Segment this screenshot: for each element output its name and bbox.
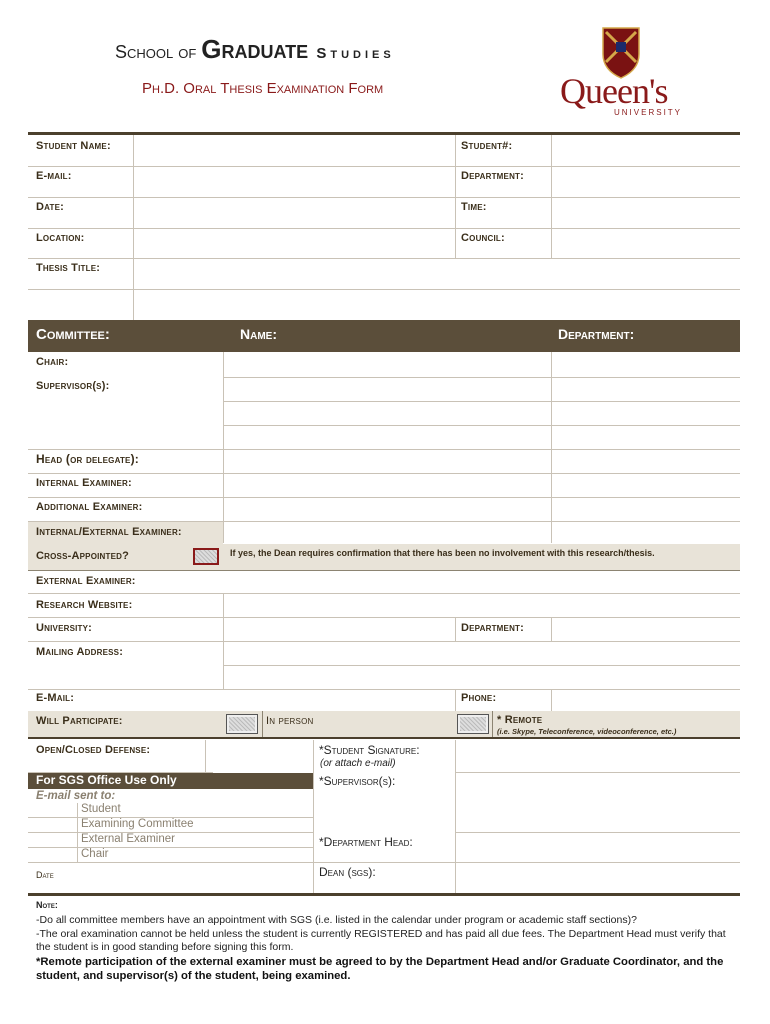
supervisor-signature-label: *Supervisor(s): — [319, 774, 396, 788]
logo-wordmark: Queen's — [560, 71, 668, 111]
student-name-label: Student Name: — [36, 140, 111, 152]
department-label: Department: — [461, 170, 524, 182]
sgs-item-chair: Chair — [81, 848, 109, 860]
bottom-rule — [28, 893, 740, 896]
top-rule — [28, 132, 740, 135]
additional-examiner-label: Additional Examiner: — [36, 501, 143, 513]
ext-email-field[interactable] — [224, 690, 454, 711]
department-column-heading: Department: — [558, 326, 635, 342]
supervisor-name-field[interactable] — [224, 378, 550, 401]
phone-label: Phone: — [461, 692, 497, 704]
dept-head-signature-label: *Department Head: — [319, 835, 413, 849]
queens-university-logo — [556, 24, 686, 129]
will-participate-label: Will Participate: — [36, 715, 123, 727]
open-closed-field[interactable] — [206, 741, 312, 772]
dept-head-signature-field[interactable] — [456, 833, 739, 862]
remote-checkbox[interactable] — [457, 714, 489, 734]
phone-field[interactable] — [552, 690, 739, 711]
department-field[interactable] — [552, 167, 739, 197]
mailing-address-label: Mailing Address: — [36, 646, 124, 658]
note-line-2: -The oral examination cannot be held unless the student is currently REGISTERED and has paid all due fees. The Department Head must verify that the student is in good standing before signing this form. — [36, 928, 726, 953]
open-closed-label: Open/Closed Defense: — [36, 744, 151, 756]
ext-department-label: Department: — [461, 622, 524, 634]
in-person-label: In person — [266, 715, 314, 727]
mailing-address-field[interactable] — [224, 642, 739, 689]
int-ext-label: Internal/External Examiner: — [36, 526, 182, 538]
external-examiner-label: External Examiner: — [36, 575, 136, 587]
cross-appointed-checkbox[interactable] — [193, 548, 219, 565]
note-remote-bold: *Remote participation of the external examiner must be agreed to by the Department Head and/or Graduate Coordinator, and the student, and supervisor(s) of the student, being examined. — [36, 956, 724, 982]
sgs-item-student: Student — [81, 803, 121, 815]
committee-bottom-rule — [28, 737, 740, 739]
student-signature-field[interactable] — [456, 741, 739, 772]
date-label: Date: — [36, 201, 65, 213]
ext-department-field[interactable] — [552, 618, 739, 641]
remote-note: (i.e. Skype, Teleconference, videoconference, etc.) — [497, 727, 677, 736]
email-label: E-mail: — [36, 170, 72, 182]
university-label: University: — [36, 622, 93, 634]
sgs-date-field[interactable] — [78, 863, 312, 893]
university-field[interactable] — [224, 618, 454, 641]
time-field[interactable] — [552, 198, 739, 228]
council-label: Council: — [461, 232, 505, 244]
form-subtitle: Ph.D. Oral Thesis Examination Form — [142, 80, 384, 97]
name-column-heading: Name: — [240, 326, 277, 342]
internal-examiner-label: Internal Examiner: — [36, 477, 132, 489]
form-header — [115, 34, 395, 65]
location-field[interactable] — [134, 229, 454, 258]
title-part-2: Graduate — [201, 34, 309, 64]
ext-email-label: E-Mail: — [36, 692, 75, 704]
time-label: Time: — [461, 201, 487, 213]
note-label: Note: — [36, 900, 58, 910]
supervisor-signature-field[interactable] — [456, 773, 739, 832]
student-signature-label: *Student Signature: — [319, 743, 420, 757]
attach-email-note: (or attach e-mail) — [320, 758, 396, 769]
chair-label: Chair: — [36, 356, 69, 368]
dean-signature-field[interactable] — [456, 863, 739, 893]
cross-appointed-label: Cross-Appointed? — [36, 550, 130, 562]
student-number-field[interactable] — [552, 136, 739, 166]
research-website-field[interactable] — [224, 594, 739, 617]
thesis-title-field[interactable] — [134, 259, 739, 319]
chair-name-field[interactable] — [224, 353, 550, 377]
email-sent-label: E-mail sent to: — [36, 790, 116, 802]
location-label: Location: — [36, 232, 85, 244]
cross-appointed-note: If yes, the Dean requires confirmation that there has been no involvement with this research/thesis. — [230, 548, 655, 558]
council-field[interactable] — [552, 229, 739, 258]
title-part-3: Studies — [308, 45, 395, 62]
dean-signature-label: Dean (sgs): — [319, 865, 376, 879]
remote-label: * Remote — [497, 714, 543, 726]
logo-subtext: UNIVERSITY — [614, 108, 683, 117]
student-number-label: Student#: — [461, 140, 513, 152]
committee-heading: Committee: — [36, 326, 110, 343]
date-field[interactable] — [134, 198, 454, 228]
email-field[interactable] — [134, 167, 454, 197]
note-line-1: -Do all committee members have an appointment with SGS (i.e. listed in the calendar under program or academic staff sections)? — [36, 914, 637, 926]
in-person-checkbox[interactable] — [226, 714, 258, 734]
sgs-item-examining-committee: Examining Committee — [81, 818, 194, 830]
sgs-heading: For SGS Office Use Only — [36, 773, 177, 787]
sgs-item-external-examiner: External Examiner — [81, 833, 175, 845]
research-website-label: Research Website: — [36, 599, 133, 611]
title-part-1: School of — [115, 42, 202, 62]
sgs-date-label: Date — [36, 870, 54, 880]
thesis-title-label: Thesis Title: — [36, 262, 101, 274]
supervisors-label: Supervisor(s): — [36, 380, 110, 392]
student-name-field[interactable] — [134, 136, 454, 166]
head-label: Head (or delegate): — [36, 452, 139, 466]
